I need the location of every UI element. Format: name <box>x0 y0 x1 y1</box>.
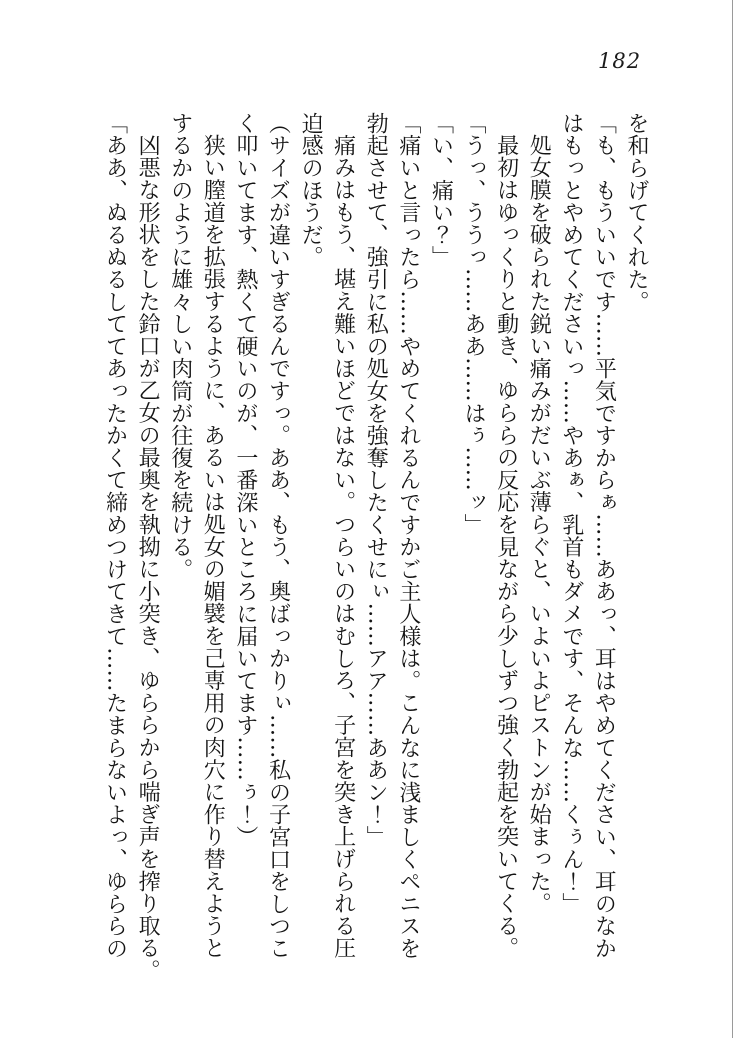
text-line: 「も、もういいです……平気ですからぁ……ああっ、耳はやめてください、耳のなか <box>591 112 617 960</box>
text-line: 「ああ、ぬるぬるしててあったかくて締めつけてきて……たまらないよっ、ゆららの <box>102 112 128 960</box>
text-line: （サイズが違いすぎるんですっ。ああ、もう、奥ばっかりぃ……私の子宮口をしつこ <box>265 112 291 960</box>
text-line: を和らげてくれた。 <box>624 112 649 313</box>
text-line: 「うっ、ううっ……ああ……はぅ……ッ」 <box>461 112 487 536</box>
text-line: 勃起させて、強引に私の処女を強奪したくせにぃ……アア……ああン！」 <box>363 112 389 848</box>
vertical-text-block <box>98 112 652 982</box>
text-line: 凶悪な形状をした鈴口が乙女の最奥を執拗に小突き、ゆららから喘ぎ声を搾り取る。 <box>135 134 161 982</box>
text-line: 「い、痛い？」 <box>428 112 454 269</box>
text-line: く叩いてます、熱くて硬いのが、一番深いところに届いてます……ぅ！） <box>232 112 258 848</box>
text-line: 最初はゆっくりと動き、ゆららの反応を見ながら少しずつ強く勃起を突いてくる。 <box>493 134 519 960</box>
text-line: 処女膜を破られた鋭い痛みがだいぶ薄らぐと、いよいよピストンが始まった。 <box>526 134 552 915</box>
text-line: 迫感のほうだ。 <box>298 112 324 269</box>
text-line: 狭い膣道を拡張するように、あるいは処女の媚襞を己専用の肉穴に作り替えようと <box>200 134 226 960</box>
page-number: 182 <box>598 49 642 73</box>
text-line: するかのように雄々しい肉筒が往復を続ける。 <box>167 112 193 581</box>
text-line: 「痛いと言ったら……やめてくれるんですかご主人様は。こんなに浅ましくペニスを <box>395 112 421 960</box>
text-line: はもっとやめてくださいっ……やあぁ、乳首もダメです、そんな……くぅん！」 <box>558 112 584 915</box>
page-edge-line <box>732 0 733 1038</box>
text-line: 痛みはもう、堪え難いほどではない。つらいのはむしろ、子宮を突き上げられる圧 <box>330 134 356 960</box>
